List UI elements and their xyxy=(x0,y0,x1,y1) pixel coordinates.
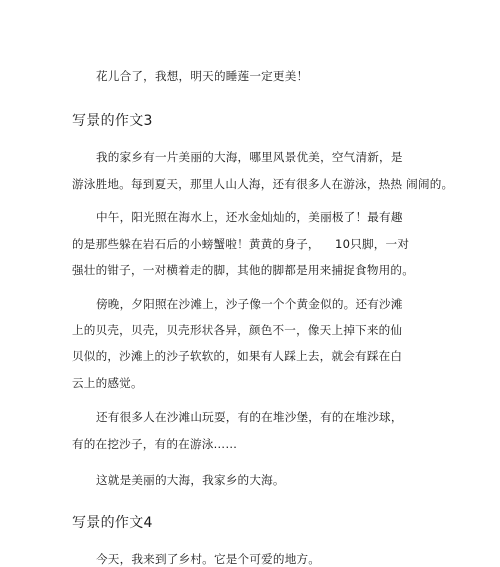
paragraph-line: 有的在挖沙子，有的在游泳…… xyxy=(72,437,238,451)
paragraph-line: 上的贝壳，贝壳，贝壳形状各异，颜色不一，像天上掉下来的仙 xyxy=(72,323,403,337)
paragraph-line: 这就是美丽的大海，我家乡的大海。 xyxy=(96,473,285,487)
paragraph-line: 今天，我来到了乡村。它是个可爱的地方。 xyxy=(96,552,321,566)
paragraph-line: 我的家乡有一片美丽的大海，哪里风景优美，空气清新，是 xyxy=(96,150,403,164)
paragraph-line: 傍晚，夕阳照在沙滩上，沙子像一个个黄金似的。还有沙滩 xyxy=(96,297,403,311)
paragraph-line: 强壮的钳子，一对横着走的脚，其他的脚都是用来捕捉食物用的。 xyxy=(72,263,415,277)
paragraph-line: 还有很多人在沙滩山玩耍，有的在堆沙堡，有的在堆沙球， xyxy=(96,410,403,424)
paragraph-line: 云上的感觉。 xyxy=(72,376,143,390)
paragraph-line-fragment: 10只脚，一对 xyxy=(335,237,410,251)
section-3-title: 写景的作文3 xyxy=(72,113,153,129)
paragraph-line: 中午，阳光照在海水上，还水金灿灿的，美丽极了！最有趣 xyxy=(96,210,403,224)
intro-line: 花儿合了，我想，明天的睡莲一定更美！ xyxy=(96,69,309,83)
paragraph-line: 贝似的，沙滩上的沙子软软的，如果有人踩上去，就会有踩在白 xyxy=(72,349,403,363)
paragraph-line: 的是那些躲在岩石后的小螃蟹啦！黄黄的身子， xyxy=(72,237,320,251)
paragraph-line: 游泳胜地。每到夏天，那里人山人海，还有很多人在游泳，热热 闹闹的。 xyxy=(72,177,454,191)
section-4-title: 写景的作文4 xyxy=(72,515,153,531)
